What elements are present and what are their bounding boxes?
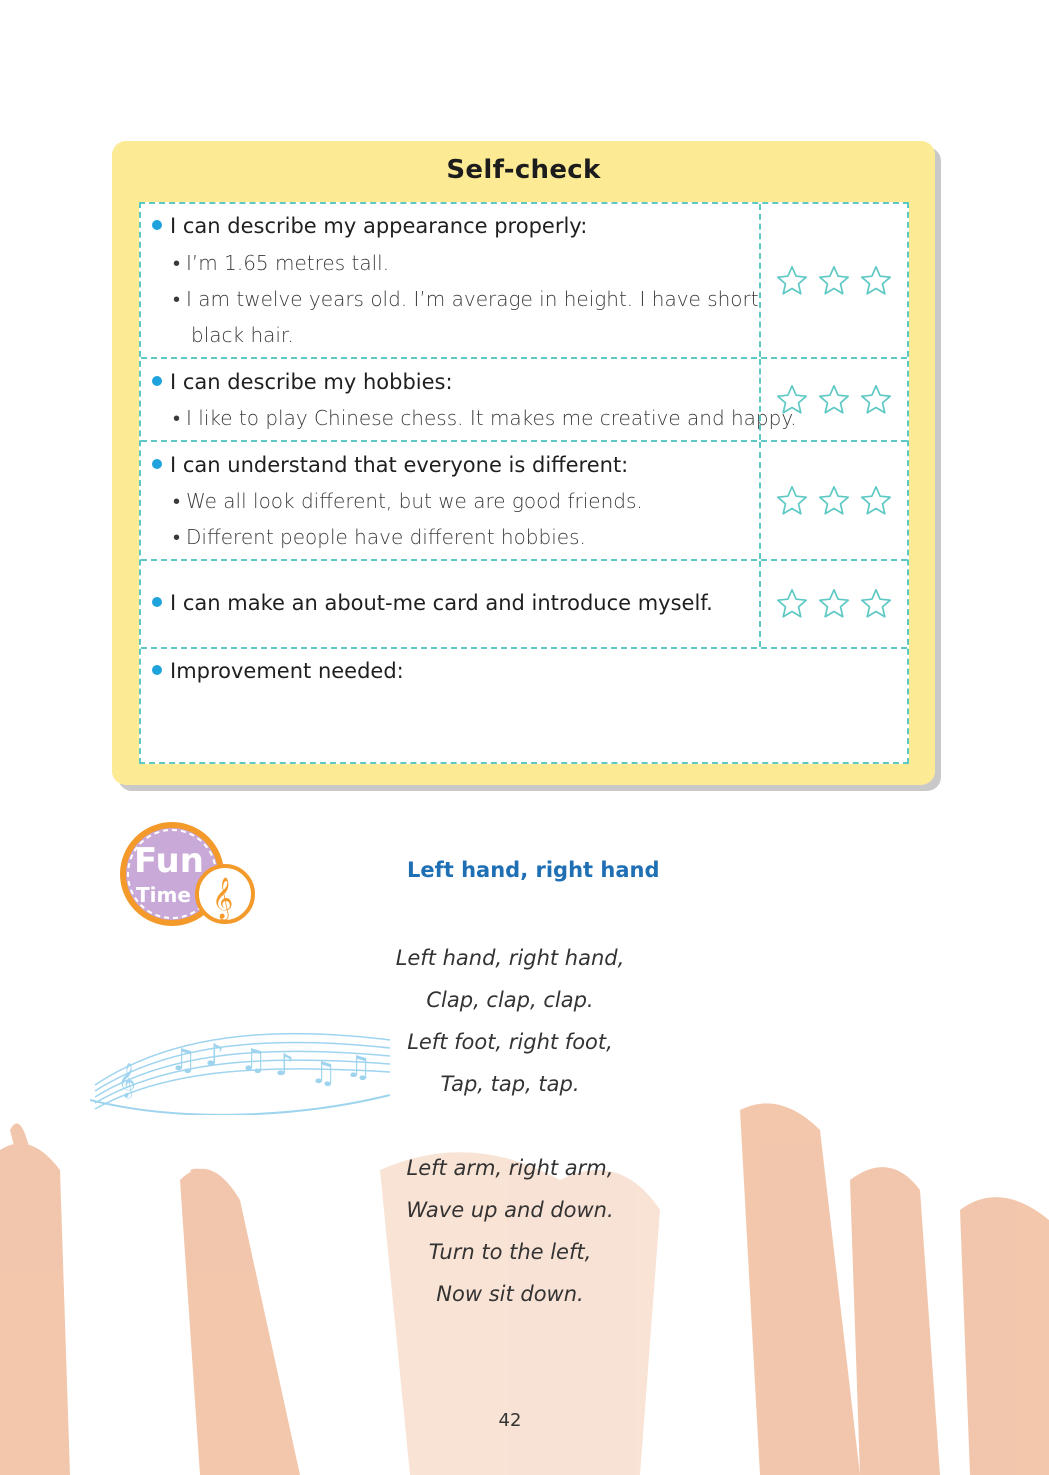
star-rating bbox=[759, 442, 907, 559]
svg-text:♫: ♫ bbox=[240, 1043, 267, 1078]
bullet-dot-icon bbox=[152, 220, 162, 230]
bullet-dot-icon bbox=[152, 597, 162, 607]
self-check-row bbox=[141, 204, 907, 359]
bullet-dot-icon bbox=[152, 376, 162, 386]
self-check-text-cell bbox=[141, 359, 797, 440]
self-check-table bbox=[139, 202, 909, 764]
poem-line: Wave up and down. bbox=[406, 1198, 614, 1222]
self-check-text-cell bbox=[141, 204, 759, 357]
self-check-title: Self-check bbox=[446, 155, 601, 185]
star-rating bbox=[759, 561, 907, 647]
self-check-item-label: I can make an about-me card and introduce myself. bbox=[170, 591, 713, 615]
song-title: Left hand, right hand bbox=[407, 858, 660, 882]
self-check-subitem: • I like to play Chinese chess. It makes me creative and happy. bbox=[173, 406, 797, 430]
star-outline-icon[interactable] bbox=[817, 264, 851, 298]
self-check-item bbox=[152, 453, 628, 477]
self-check-item-label: I can describe my hobbies: bbox=[170, 370, 453, 394]
poem-line: Left hand, right hand, bbox=[395, 946, 625, 970]
star-outline-icon[interactable] bbox=[775, 264, 809, 298]
subitem-text: Different people have different hobbies. bbox=[186, 525, 586, 549]
self-check-item-label: Improvement needed: bbox=[170, 659, 404, 683]
self-check-item bbox=[152, 591, 713, 615]
improvement-needed-label bbox=[152, 659, 404, 683]
svg-text:♫: ♫ bbox=[170, 1043, 197, 1078]
svg-text:𝄞: 𝄞 bbox=[212, 878, 234, 919]
self-check-item-label: I can describe my appearance properly: bbox=[170, 214, 588, 238]
self-check-subitem-continued bbox=[191, 323, 294, 347]
star-outline-icon[interactable] bbox=[859, 484, 893, 518]
star-outline-icon[interactable] bbox=[817, 484, 851, 518]
treble-clef-icon bbox=[197, 866, 253, 922]
poem-line: Now sit down. bbox=[436, 1282, 584, 1306]
star-rating bbox=[759, 204, 907, 357]
badge-word-time: Time bbox=[136, 883, 191, 907]
self-check-item-label: I can understand that everyone is different: bbox=[170, 453, 629, 477]
self-check-text-cell bbox=[141, 561, 759, 647]
self-check-item bbox=[152, 370, 453, 394]
self-check-subitem: • I am twelve years old. I’m average in height. I have short bbox=[173, 287, 759, 311]
svg-text:♪: ♪ bbox=[275, 1048, 295, 1083]
poem-line: Clap, clap, clap. bbox=[426, 988, 594, 1012]
star-outline-icon[interactable] bbox=[859, 264, 893, 298]
svg-text:♫: ♫ bbox=[345, 1050, 372, 1085]
badge-word-fun: Fun bbox=[134, 841, 204, 881]
poem-line: Left foot, right foot, bbox=[407, 1030, 613, 1054]
self-check-row bbox=[141, 442, 907, 561]
star-outline-icon[interactable] bbox=[817, 383, 851, 417]
page-number: 42 bbox=[498, 1410, 522, 1431]
star-outline-icon[interactable] bbox=[775, 587, 809, 621]
self-check-row-improvement bbox=[141, 649, 907, 762]
star-outline-icon[interactable] bbox=[775, 383, 809, 417]
subitem-text: black hair. bbox=[191, 323, 294, 347]
bullet-dot-icon bbox=[152, 665, 162, 675]
star-outline-icon[interactable] bbox=[859, 383, 893, 417]
star-rating bbox=[759, 359, 907, 440]
poem-line: Left arm, right arm, bbox=[406, 1156, 614, 1180]
fun-time-badge bbox=[112, 822, 257, 932]
self-check-subitem: • Different people have different hobbies. bbox=[173, 525, 586, 549]
subitem-text: We all look different, but we are good friends. bbox=[186, 489, 643, 513]
subitem-text: I like to play Chinese chess. It makes me creative and happy. bbox=[186, 406, 797, 430]
self-check-subitem: • I’m 1.65 metres tall. bbox=[173, 251, 390, 275]
star-outline-icon[interactable] bbox=[817, 587, 851, 621]
subitem-text: I’m 1.65 metres tall. bbox=[186, 251, 390, 275]
star-outline-icon[interactable] bbox=[859, 587, 893, 621]
star-outline-icon[interactable] bbox=[775, 484, 809, 518]
bullet-dot-icon bbox=[152, 459, 162, 469]
self-check-panel bbox=[112, 141, 935, 785]
self-check-row bbox=[141, 561, 907, 649]
subitem-text: I am twelve years old. I’m average in height. I have short bbox=[186, 287, 759, 311]
poem-line: Turn to the left, bbox=[428, 1240, 592, 1264]
self-check-row bbox=[141, 359, 907, 442]
svg-text:𝄞: 𝄞 bbox=[118, 1063, 136, 1098]
poem-line: Tap, tap, tap. bbox=[440, 1072, 580, 1096]
self-check-item bbox=[152, 214, 587, 238]
svg-text:♪: ♪ bbox=[205, 1038, 225, 1073]
self-check-subitem: • We all look different, but we are good friends. bbox=[173, 489, 643, 513]
svg-text:♫: ♫ bbox=[310, 1056, 337, 1091]
self-check-text-cell bbox=[141, 442, 759, 559]
